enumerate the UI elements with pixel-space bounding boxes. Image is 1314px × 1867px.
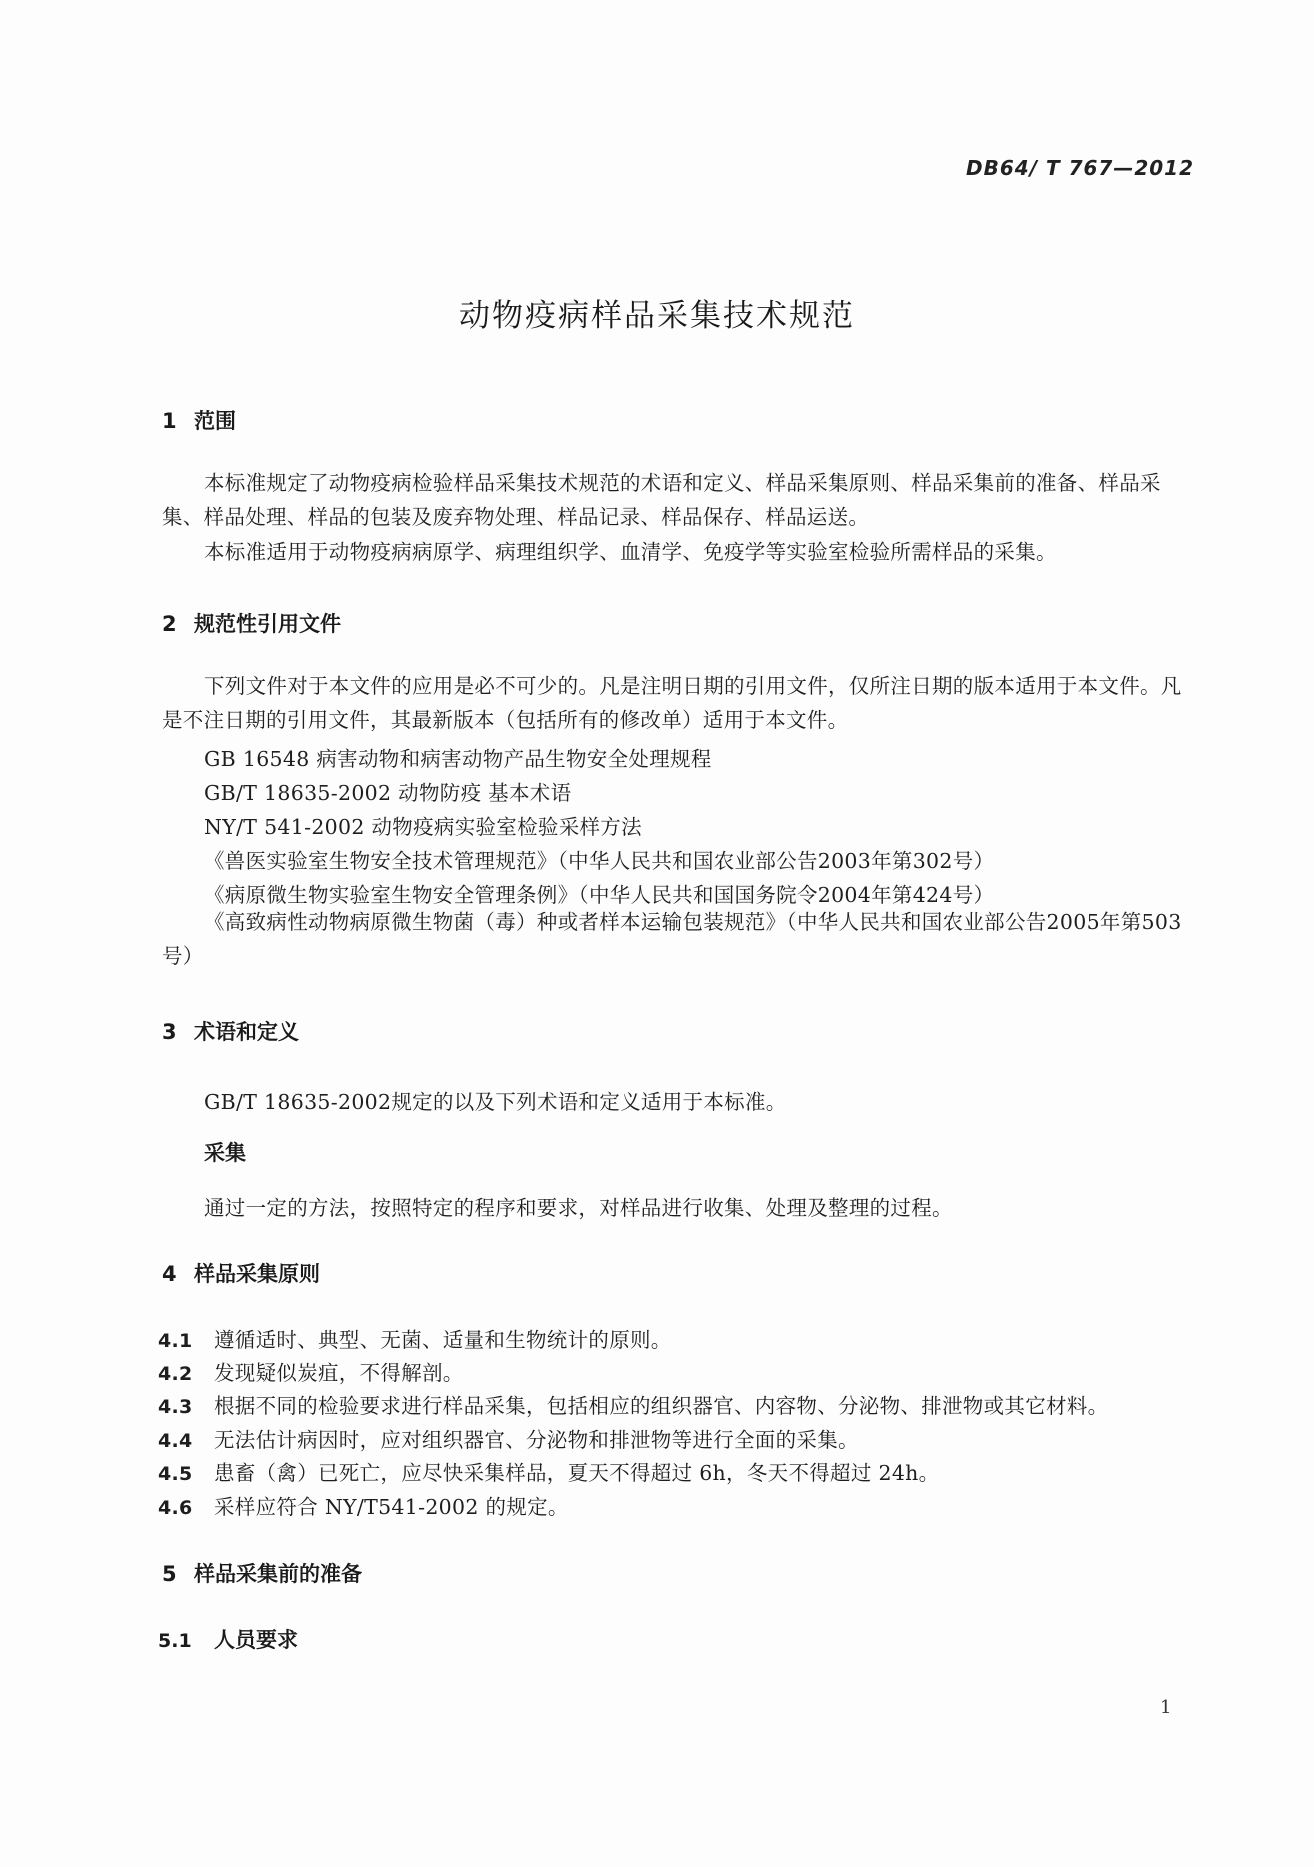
section-3-intro: GB/T 18635-2002规定的以及下列术语和定义适用于本标准。	[204, 1090, 787, 1114]
section-number: 5	[162, 1562, 177, 1586]
clause-item	[158, 1490, 569, 1520]
reference-item: NY/T 541-2002 动物疫病实验室检验采样方法	[204, 815, 642, 839]
section-title: 规范性引用文件	[194, 612, 341, 636]
section-title: 样品采集前的准备	[194, 1562, 362, 1586]
standard-code: DB64/ T 767—2012	[966, 156, 1194, 180]
clause-item	[158, 1356, 464, 1386]
section-title: 范围	[194, 409, 236, 433]
clause-item	[158, 1423, 859, 1453]
subsection-5-1-heading	[158, 1624, 298, 1654]
section-number: 1	[162, 409, 177, 433]
clause-number: 4.2	[158, 1363, 193, 1385]
section-title: 样品采集原则	[194, 1262, 320, 1286]
subsection-title: 人员要求	[214, 1628, 298, 1652]
clause-text: 发现疑似炭疽，不得解剖。	[214, 1361, 464, 1385]
clause-item	[158, 1389, 1108, 1419]
document-title: 动物疫病样品采集技术规范	[459, 298, 855, 334]
reference-item: GB 16548 病害动物和病害动物产品生物安全处理规程	[204, 747, 712, 771]
section-title: 术语和定义	[194, 1020, 299, 1044]
reference-item: 《高致病性动物病原微生物菌（毒）种或者样本运输包装规范》（中华人民共和国农业部公告2005年第503号）	[162, 910, 1182, 968]
clause-number: 4.5	[158, 1463, 193, 1485]
section-number: 4	[162, 1262, 177, 1286]
clause-number: 4.4	[158, 1430, 193, 1452]
clause-text: 根据不同的检验要求进行样品采集，包括相应的组织器官、内容物、分泌物、排泄物或其它材料。	[214, 1394, 1109, 1418]
clause-number: 4.6	[158, 1497, 193, 1519]
section-2-intro: 下列文件对于本文件的应用是必不可少的。凡是注明日期的引用文件，仅所注日期的版本适用于本文件。凡是不注日期的引用文件，其最新版本（包括所有的修改单）适用于本文件。	[162, 674, 1182, 732]
section-2-heading	[162, 608, 341, 638]
reference-item: 《病原微生物实验室生物安全管理条例》（中华人民共和国国务院令2004年第424号）	[204, 883, 995, 907]
clause-item	[158, 1456, 939, 1486]
clause-number: 4.3	[158, 1396, 193, 1418]
clause-text: 遵循适时、典型、无菌、适量和生物统计的原则。	[214, 1328, 672, 1352]
subsection-number: 5.1	[158, 1630, 192, 1652]
section-5-heading	[162, 1558, 362, 1588]
clause-text: 患畜（禽）已死亡，应尽快采集样品，夏天不得超过 6h，冬天不得超过 24h。	[214, 1461, 940, 1485]
section-3-heading	[162, 1016, 299, 1046]
term-heading: 采集	[204, 1141, 246, 1165]
section-1-paragraph-2: 本标准适用于动物疫病病原学、病理组织学、血清学、免疫学等实验室检验所需样品的采集。	[204, 540, 1057, 564]
clause-item	[158, 1323, 672, 1353]
term-definition: 通过一定的方法，按照特定的程序和要求，对样品进行收集、处理及整理的过程。	[204, 1196, 953, 1220]
section-number: 3	[162, 1020, 177, 1044]
clause-text: 无法估计病因时，应对组织器官、分泌物和排泄物等进行全面的采集。	[214, 1428, 859, 1452]
page-number: 1	[1160, 1697, 1172, 1718]
reference-item: 《兽医实验室生物安全技术管理规范》（中华人民共和国农业部公告2003年第302号）	[204, 849, 995, 873]
section-4-heading	[162, 1258, 320, 1288]
section-number: 2	[162, 612, 177, 636]
section-1-heading	[162, 405, 236, 435]
clause-text: 采样应符合 NY/T541-2002 的规定。	[214, 1495, 569, 1519]
clause-number: 4.1	[158, 1330, 193, 1352]
reference-item: GB/T 18635-2002 动物防疫 基本术语	[204, 781, 572, 805]
section-1-paragraph-1: 本标准规定了动物疫病检验样品采集技术规范的术语和定义、样品采集原则、样品采集前的准备、样品采集、样品处理、样品的包装及废弃物处理、样品记录、样品保存、样品运送。	[162, 471, 1161, 529]
